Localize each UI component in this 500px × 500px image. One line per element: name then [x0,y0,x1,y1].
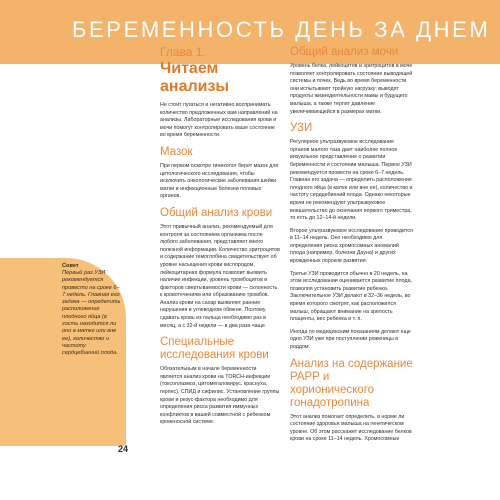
section-heading-urine: Общий анализ мочи [290,46,399,58]
page-header-title: БЕРЕМЕННОСТЬ ДЕНЬ ЗА ДНЕМ [72,17,491,42]
tip-label: Совет [62,263,79,269]
page-number: 24 [118,444,129,454]
section-text-ultrasound-2: Второе ультразвуковое исследование проводится в 11–14 недель. Оно необходимо для определения риска хромосомных аномалий плода (например, болезни Дауна) и других врожденных пороков развития. [290,227,413,265]
section-text-special-blood: Обязательным в начале беременности является анализ крови на TORCH-инфекции (токсоплазмоз, цитомегаловирус, краснуха, герпес), СПИД и сифилис. Установление группы крови и резус-фактора необходимо для определения риска развития иммунных конфликтов в вашей совместной с ребенком кровеносной системе. [160,366,280,426]
section-text-ultrasound-4: Иногда по медицинским показаниям делают еще одно УЗИ уже при поступлении роженицы в роддом. [290,328,411,350]
section-heading-ultrasound: УЗИ [290,122,313,135]
section-text-ultrasound: Регулярное ультразвуковое исследование органов малого таза дает наиболее полное визуальное представление о развитии беременности и состоянии малыша. Первое УЗИ рекомендуется провести на сроке 6–7 недель. Главная его задача — определить расположение плодного яйца (в матке или вне ее), количество и частоту сердцебиений плода. Однако некоторые врачи не рекомендуют ультразвуковое внешательство до окончания первого триместра, то есть до 12–14-й недели. [290,139,413,222]
section-heading-blood: Общий анализ крови [160,206,273,219]
section-heading-smear: Мазок [160,145,193,158]
section-text-smear: При первом осмотре гинеколог берет мазок для цитологического исследования, чтобы исключить онкологические заболевания шейки матки и инфекционные болезни половых органов. [160,162,279,200]
section-heading-special-blood: Специальные исследования крови [160,336,269,362]
section-text-blood: Этот привычный анализ, рекомендуемый для контроля за состоянием организма после любого заболевания, представляет много полезной информации. Количество эритроцитов и содержание гемоглобина свидетельствует об уровне насыщения крови кислородом, лейкоцитарная формула позволит выявить наличие инфекции, уровень тромбоцитов и факторов свертываемости крови — склонность к кровотечениям или образованию тромбов. Анализ крови на сахар выявляет ранние нарушения в углеводном обмене. Поэтому сдавать кровь из пальца необходимо раз в месяц, а с 32-й недели — в два раза чаще. [160,223,280,329]
column-right [290,46,414,449]
section-text-ultrasound-3: Третье УЗИ проводится обычно в 20 недель, на этом исследовании оценивается развитие плода, позволяя установить развитие ребенка. Заключительное УЗИ делают в 32–36 недель, во время которого смотрят, как расположился малыш, обращают внимание на зрелость плаценты, вес ребенка и т. п. [290,270,413,323]
section-heading-papp: Анализ на содержание PAPP и хорионического гонадотропина [290,357,413,409]
section-text-papp: Этот анализ помогает определить, в норме ли состояние здоровья малыша на генетическом уровне. Об этом расскажет исследование белков крови на сроке 11–14 недель. Хромосомные [290,413,412,443]
column-left [160,46,280,432]
tip-text: Первый раз УЗИ рекомендуется провести на сроке 6–7 недель. Главная его задача — определить расположение плодного яйца (в гость находится ли оно в матке или вне ее), количество и частоту сердцебиений плода. [62,270,121,357]
chapter-label: Глава 1. [160,45,206,59]
intro-paragraph: Не стоит пугаться и негативно воспринимать количество предложенных вам направлений на анализы. Лабораторные исследования крови и мочи помогут контролировать ваше состояние во время беременности. [160,102,278,139]
section-text-urine: Уровень белка, лейкоцитов и эритроцитов в моче позволяет контролировать состояние выводящей системы и почек. Ведь во время беременности они испытывают тройную нагрузку: выводят продукты жизнедеятельности мамы и будущего малыша, а также терпят давление увеличивающейся в размерах матки. [290,63,413,115]
chapter-title: Читаем анализы [160,60,230,95]
